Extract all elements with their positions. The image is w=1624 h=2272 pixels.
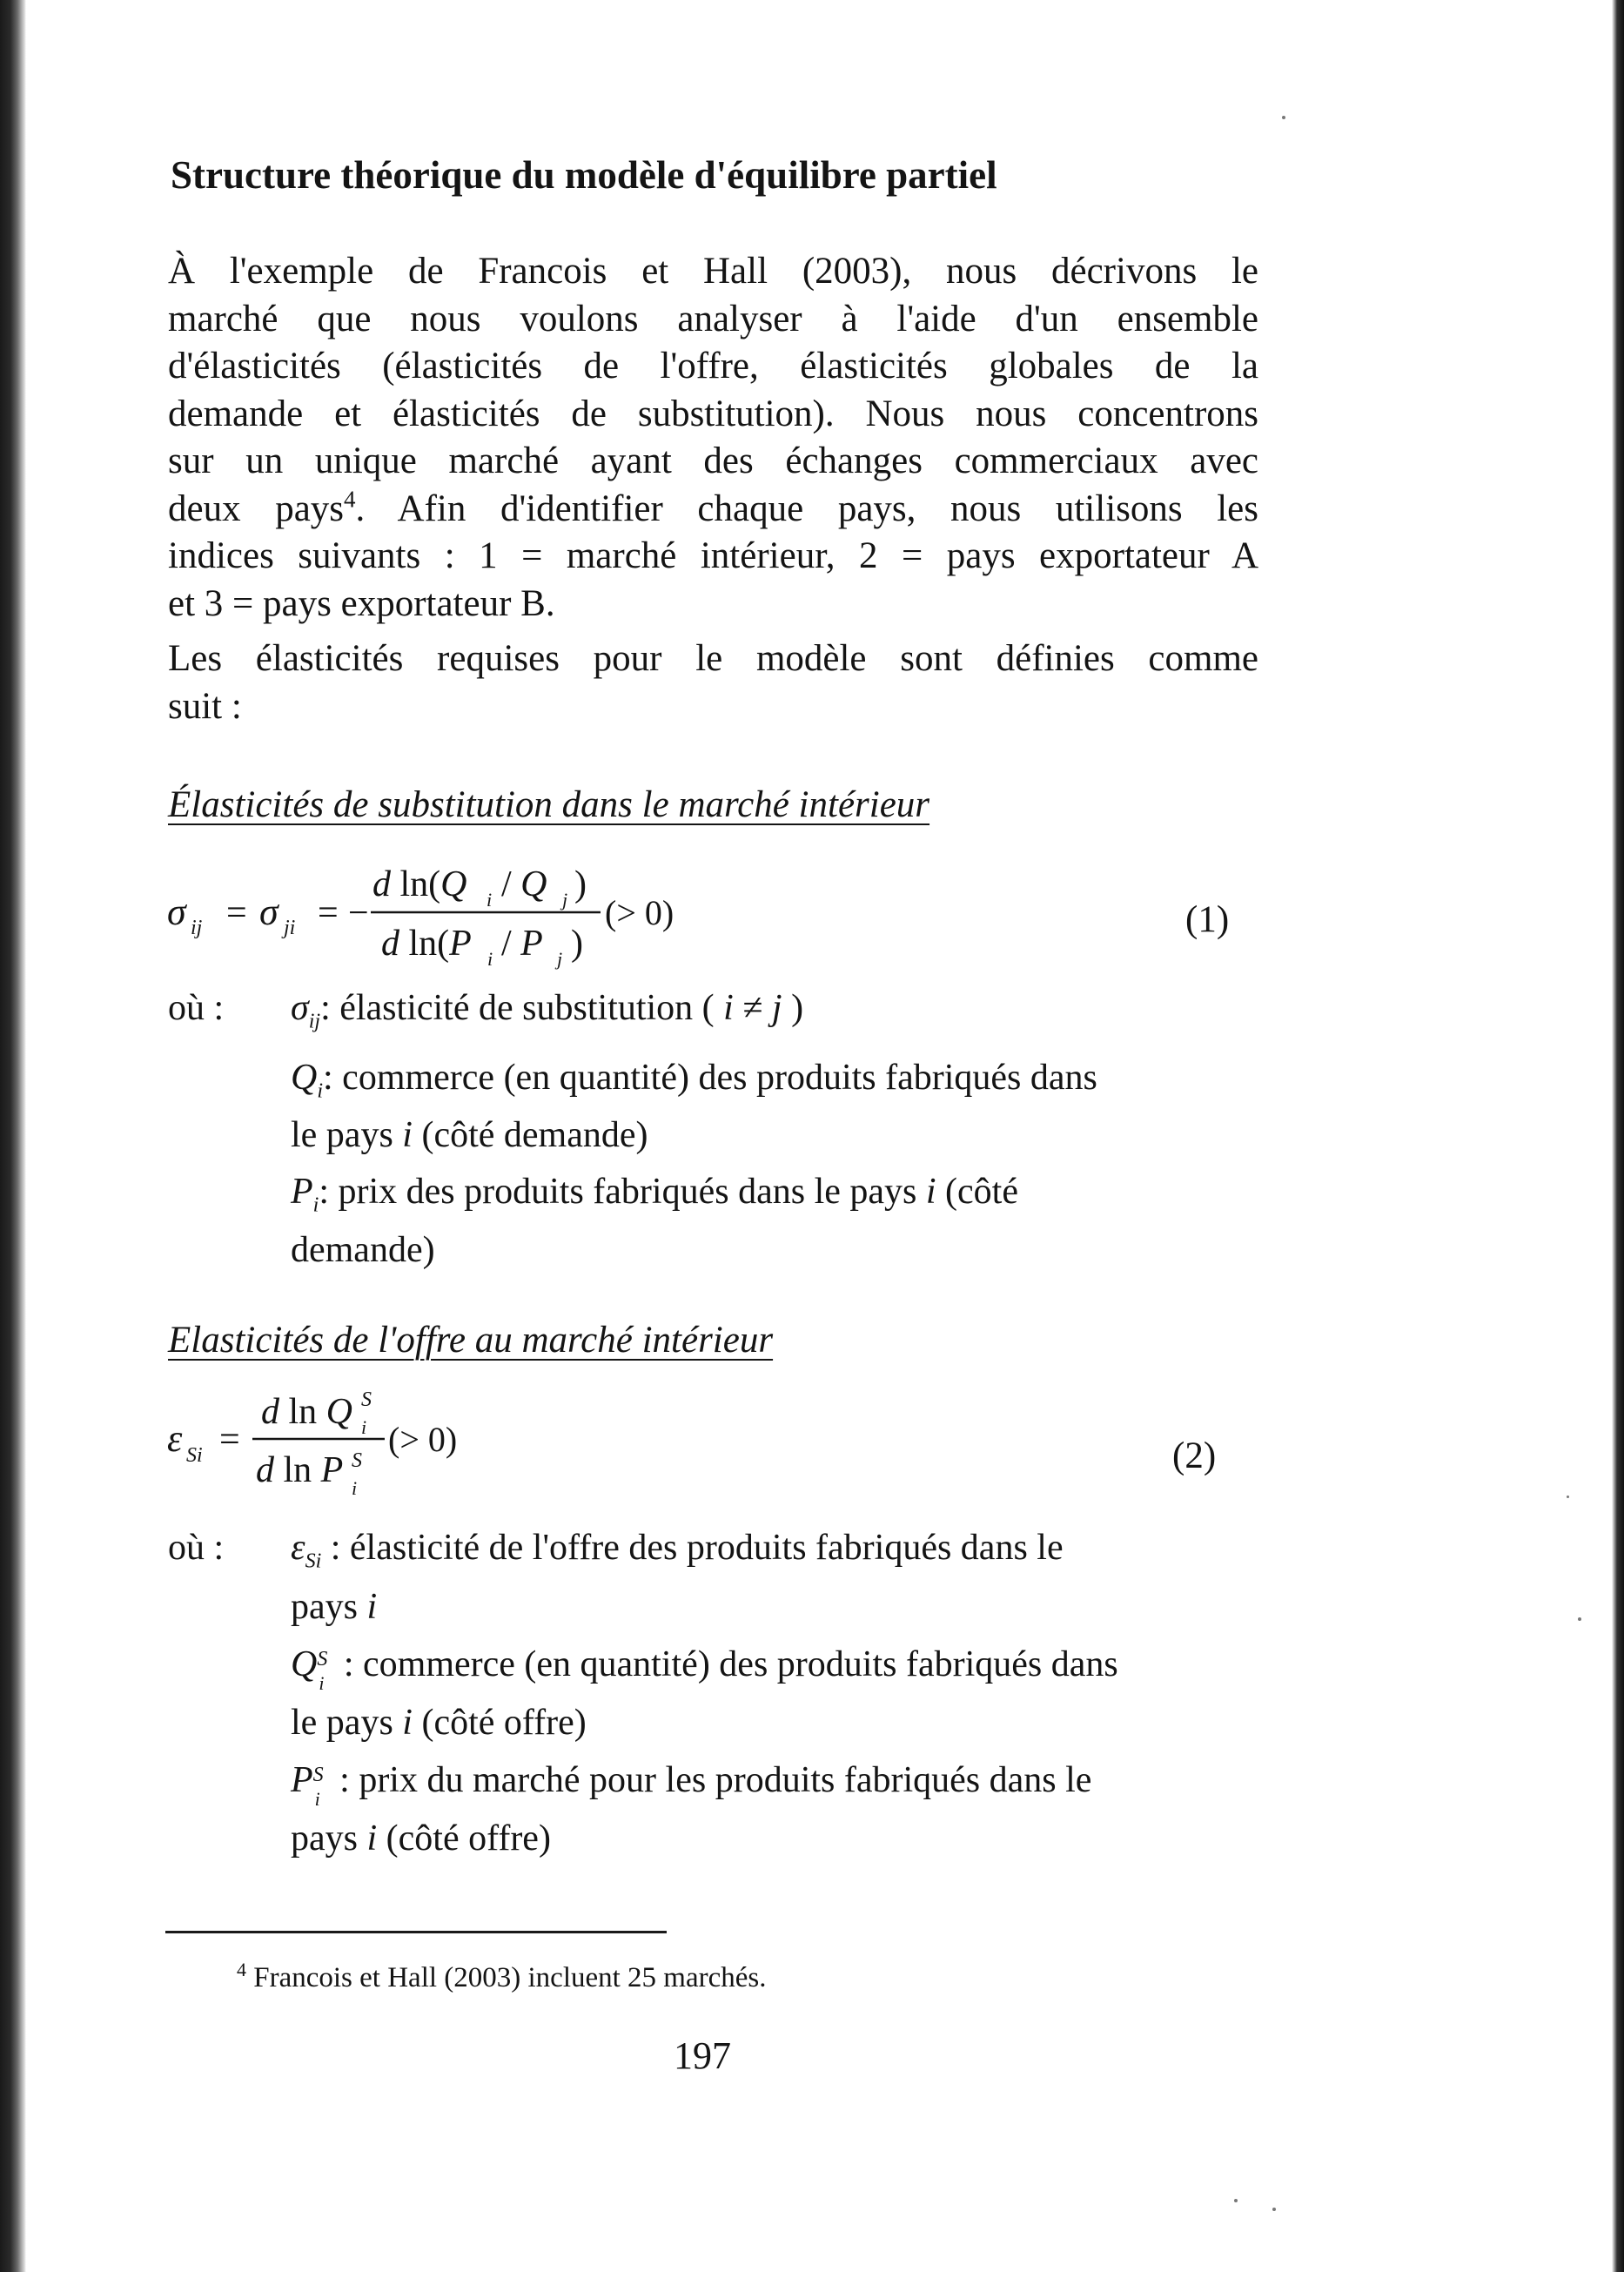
def-p-supply-cont: pays i (côté offre) — [291, 1818, 551, 1859]
def-q-supply-text: : commerce (en quantité) des produits fabriqués dans — [343, 1644, 1118, 1684]
intro-line-part: . Afin d'identifier chaque pays, nous utilisons les — [355, 487, 1259, 529]
svg-text:=: = — [226, 893, 247, 933]
section1-title: Élasticités de substitution dans le marché intérieur — [168, 784, 930, 825]
svg-text:σ: σ — [167, 891, 186, 933]
equation-1-number: (1) — [1185, 899, 1230, 940]
def-q-text-2: le pays — [291, 1115, 393, 1155]
svg-text:i: i — [361, 1416, 367, 1438]
intro-line: demande et élasticités de substitution). Nous nous concentrons — [168, 393, 1258, 434]
svg-text:): ) — [571, 924, 583, 964]
elasticities-intro-line: Les élasticités requises pour le modèle sont définies comme — [168, 638, 1258, 679]
def-eps-text: : élasticité de l'offre des produits fabriqués dans le — [330, 1528, 1064, 1568]
equation-2-number: (2) — [1172, 1435, 1217, 1476]
svg-text:/ P: / P — [501, 924, 543, 964]
footnote-ref[interactable]: 4 — [344, 486, 356, 513]
def-sigma-end: ) — [791, 988, 804, 1028]
def-p-supply-text-2: pays — [291, 1818, 358, 1859]
section-heading: Structure théorique du modèle d'équilibre partiel — [171, 153, 997, 197]
scan-edge-right — [1612, 0, 1624, 2272]
svg-text:d ln(P: d ln(P — [381, 924, 472, 964]
intro-line-with-footnote — [168, 486, 1258, 534]
intro-line: indices suivants : 1 = marché intérieur, 2 = pays exportateur A — [168, 535, 1258, 576]
svg-text:i: i — [487, 889, 493, 911]
svg-text:S: S — [352, 1449, 362, 1472]
def-q-text: : commerce (en quantité) des produits fabriqués dans — [323, 1058, 1097, 1098]
footnote-text: Francois et Hall (2003) incluent 25 marchés. — [253, 1962, 767, 1993]
elasticities-intro-line: suit : — [168, 685, 242, 727]
svg-text:ji: ji — [284, 917, 296, 939]
svg-text:d ln Q: d ln Q — [261, 1392, 353, 1432]
footnote-marker: 4 — [237, 1959, 246, 1980]
svg-text:(> 0): (> 0) — [605, 893, 674, 932]
svg-text:j: j — [562, 889, 568, 911]
def-q-supply-text-3: (côté offre) — [421, 1703, 587, 1743]
def-p-demand-cont: demande) — [291, 1230, 435, 1270]
def-epsilon: $\varepsilon_{Si}$ : élasticité de l'offre des produits fabriqués dans le — [291, 1528, 1064, 1573]
section2-title: Elasticités de l'offre au marché intérieur — [168, 1320, 774, 1361]
intro-paragraph — [168, 248, 1258, 628]
def-p-text-end: (côté — [945, 1172, 1018, 1212]
def-q-supply-text-2: le pays — [291, 1703, 393, 1743]
def-p-supply: P S i : prix du marché pour les produits fabriqués dans le — [291, 1760, 1092, 1810]
def-p-demand: $P_i$: prix des produits fabriqués dans le pays i (côté — [291, 1172, 1018, 1217]
intro-line: À l'exemple de Francois et Hall (2003), nous décrivons le — [168, 251, 1258, 292]
def-p-supply-text: : prix du marché pour les produits fabriqués dans le — [339, 1760, 1092, 1800]
svg-text:i: i — [352, 1477, 358, 1499]
elasticities-intro — [168, 635, 1258, 730]
def-q-text-3: (côté demande) — [421, 1115, 648, 1155]
svg-text:S: S — [361, 1388, 372, 1411]
intro-line: marché que nous voulons analyser à l'aide d'un ensemble — [168, 298, 1258, 339]
intro-line-part: deux pays — [168, 487, 345, 529]
svg-text:ij: ij — [191, 917, 203, 939]
equation-1 — [165, 857, 731, 988]
def-q-demand-cont: le pays i (côté demande) — [291, 1115, 648, 1155]
scan-speck — [1282, 116, 1285, 119]
def-q-supply: Q S i : commerce (en quantité) des produits fabriqués dans — [291, 1644, 1118, 1694]
def-q-demand: $Q_i$: commerce (en quantité) des produits fabriqués dans — [291, 1058, 1097, 1103]
svg-text:σ: σ — [259, 891, 278, 933]
svg-text:=: = — [219, 1420, 240, 1460]
def-q-supply-cont: le pays i (côté offre) — [291, 1703, 587, 1743]
svg-text:ε: ε — [167, 1417, 183, 1460]
svg-text:(> 0): (> 0) — [388, 1420, 458, 1459]
where-label-2: où : — [168, 1528, 225, 1568]
scan-edge-left — [0, 0, 26, 2272]
svg-text:j: j — [557, 948, 563, 970]
scan-speck — [1567, 1496, 1569, 1498]
intro-line: sur un unique marché ayant des échanges commerciaux avec — [168, 440, 1258, 481]
footnote-rule — [165, 1931, 667, 1933]
where-label-1: où : — [168, 988, 225, 1028]
footnote — [237, 1959, 767, 1994]
def-sigma: $\sigma_{ij}$: élasticité de substitution ( i ≠ j ) — [291, 988, 804, 1033]
page-number: 197 — [674, 2034, 731, 2077]
svg-text:): ) — [574, 864, 587, 904]
intro-line: d'élasticités (élasticités de l'offre, élasticités globales de la — [168, 346, 1258, 387]
scan-speck — [1234, 2199, 1238, 2202]
def-sigma-text: : élasticité de substitution ( — [320, 988, 715, 1028]
svg-text:Si: Si — [186, 1444, 203, 1467]
def-p-supply-text-3: (côté offre) — [386, 1818, 551, 1859]
svg-text:d ln P: d ln P — [256, 1450, 344, 1490]
svg-text:−: − — [348, 893, 369, 933]
scan-speck — [1272, 2208, 1276, 2211]
svg-text:i: i — [487, 948, 493, 970]
def-p-text: : prix des produits fabriqués dans le pays — [319, 1172, 917, 1212]
def-epsilon-cont: pays i — [291, 1587, 378, 1627]
def-eps-text-2: pays — [291, 1587, 358, 1627]
svg-text:d ln(Q: d ln(Q — [372, 864, 467, 904]
intro-line: et 3 = pays exportateur B. — [168, 582, 555, 624]
equation-2 — [165, 1388, 531, 1519]
scan-speck — [1578, 1617, 1581, 1621]
svg-text:/ Q: / Q — [501, 864, 547, 904]
svg-text:=: = — [318, 893, 339, 933]
